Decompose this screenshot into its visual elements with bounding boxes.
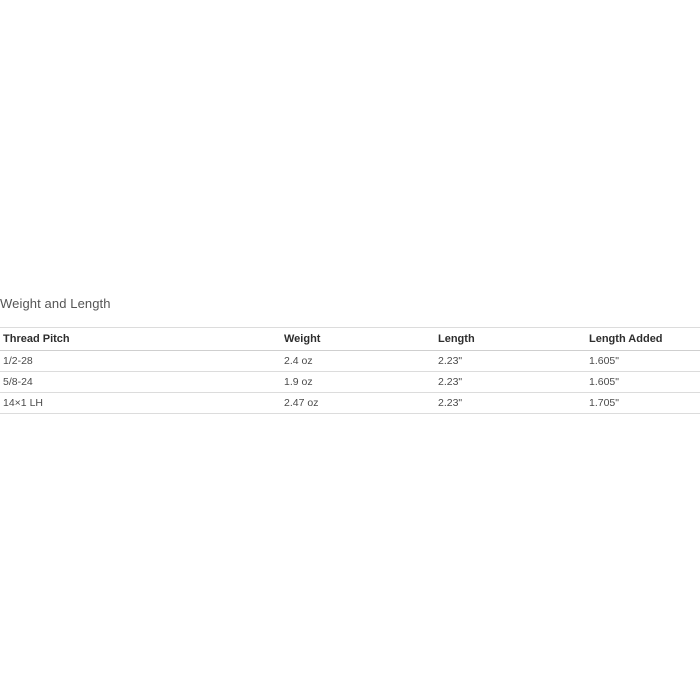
table-header	[0, 328, 700, 351]
cell-weight: 1.9 oz	[281, 372, 435, 393]
cell-thread-pitch: 1/2-28	[0, 351, 281, 372]
cell-length: 2.23"	[435, 372, 586, 393]
cell-length: 2.23"	[435, 393, 586, 414]
cell-weight: 2.47 oz	[281, 393, 435, 414]
cell-length: 2.23"	[435, 351, 586, 372]
table-row	[0, 393, 700, 414]
table-row	[0, 351, 700, 372]
cell-length-added: 1.605"	[586, 351, 700, 372]
table-header-row	[0, 328, 700, 351]
cell-weight: 2.4 oz	[281, 351, 435, 372]
table-row	[0, 372, 700, 393]
weight-and-length-table	[0, 327, 700, 414]
column-header-length-added: Length Added	[586, 328, 700, 351]
column-header-weight: Weight	[281, 328, 435, 351]
column-header-length: Length	[435, 328, 586, 351]
section-title: Weight and Length	[0, 296, 111, 311]
cell-thread-pitch: 5/8-24	[0, 372, 281, 393]
table-body	[0, 351, 700, 414]
cell-thread-pitch: 14×1 LH	[0, 393, 281, 414]
column-header-thread-pitch: Thread Pitch	[0, 328, 281, 351]
cell-length-added: 1.605"	[586, 372, 700, 393]
cell-length-added: 1.705"	[586, 393, 700, 414]
